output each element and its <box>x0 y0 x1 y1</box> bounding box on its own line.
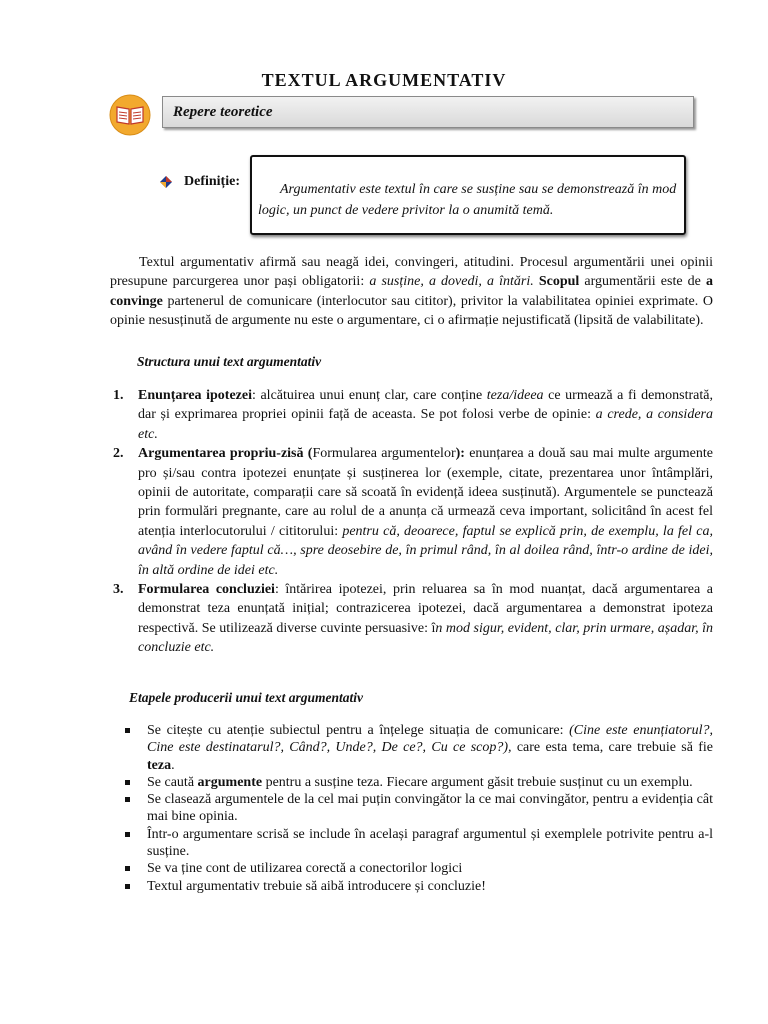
item-title: Argumentarea propriu-zisă ( <box>138 446 313 462</box>
list-item <box>121 774 713 791</box>
stages-list <box>121 722 713 895</box>
definition-text: Argumentativ este textul în care se susține sau se demonstrează în mod logic, un punct de vedere privitor la o anumită temă. <box>258 182 677 218</box>
item-text: enunțarea a două sau mai multe argumente pro și/sau contra ipotezei enunțate și susținerea lor (exemple, citate, prezentarea unor întâmplări, opinii de autoritate, comparații care să scoată în evidență ideea susținută). Argumentele se punctează prin formulări pregnante, care au rolul de a anunța că urmează ceva important, solicitând în acest fel atenția interlocutorului / cititorului: <box>138 446 713 539</box>
item-text: care esta tema, care trebuie să fie <box>511 740 713 756</box>
item-italic: teza/ideea <box>486 388 544 403</box>
item-italic: n mod sigur, evident, clar, prin urmare, așadar, în concluzie etc. <box>138 620 713 656</box>
list-number: 3. <box>113 582 124 598</box>
square-bullet-icon <box>125 728 130 733</box>
list-item <box>121 826 713 861</box>
open-book-icon <box>109 94 151 136</box>
list-item <box>121 860 713 877</box>
item-text: Într-o argumentare scrisă se include în același paragraf argumentul și exemplele potrivite pentru a-l susține. <box>147 826 713 860</box>
list-item <box>110 444 713 580</box>
item-bold: teza <box>147 757 172 773</box>
square-bullet-icon <box>125 884 130 889</box>
item-text: . <box>171 757 175 773</box>
list-item <box>121 722 713 774</box>
page-title: TEXTUL ARGUMENTATIV <box>261 70 507 90</box>
square-bullet-icon <box>125 832 130 837</box>
intro-italic: a susține, a dovedi, a întări. <box>369 274 534 290</box>
item-text: pentru a susține teza. Fiecare argument găsit trebuie susținut cu un exemplu. <box>262 774 693 790</box>
item-title: ): <box>455 446 465 462</box>
definition-label: Definiție: <box>184 174 240 189</box>
item-text: : întărirea ipotezei, prin reluarea sa în mod nuanțat, dacă argumentarea a demonstrat teza enunțată inițial; contrazicerea ipotezei, dacă argumentarea a demonstrat ipoteza respectivă. Se utilizează diverse cuvinte persuasive: î <box>138 582 713 636</box>
item-text: Textul argumentativ trebuie să aibă introducere și concluzie! <box>147 878 486 894</box>
list-item <box>121 878 713 895</box>
intro-paragraph <box>110 253 713 331</box>
intro-text: Textul argumentativ afirmă sau neagă idei, convingeri, atitudini. Procesul argumentării unei opinii presupune parcurgerea unor pași obligatorii: <box>110 255 713 290</box>
item-italic: a crede, a considera etc. <box>138 407 713 442</box>
item-title: Enunțarea ipotezei <box>138 388 252 403</box>
item-title: Formularea concluziei <box>138 582 275 598</box>
item-text: Se clasează argumentele de la cel mai puțin convingător la ce mai convingător, pentru a evidenția cât mai bine opinia. <box>147 792 713 825</box>
list-number: 1. <box>113 388 124 403</box>
section-header-box <box>162 96 694 128</box>
structure-heading: Structura unui text argumentativ <box>137 354 322 369</box>
intro-bold: Scopul <box>538 274 580 290</box>
stages-heading: Etapele producerii unui text argumentativ <box>129 690 364 705</box>
definition-box <box>250 155 686 235</box>
square-bullet-icon <box>125 780 130 785</box>
item-italic: pentru că, deoarece, faptul se explică prin, de exemplu, la fel ca, având în vedere faptul că…, spre deosebire de, în primul rând, în al doilea rând, într-o ardine de idei, în altă ordine de idei etc. <box>138 523 713 578</box>
item-text: Se citește cu atenție subiectul pentru a înțelege situația de comunicare: <box>147 723 570 738</box>
list-item <box>110 386 713 444</box>
item-text: Se caută <box>147 774 198 790</box>
section-header-label: Repere teoretice <box>173 104 273 120</box>
intro-text: partenerul de comunicare (interlocutor sau cititor), privitor la valabilitatea opiniei exprimate. O opinie nesusținută de argumente nu este o argumentare, ci o afirmație nejustificată (lipsită de valabilitate). <box>110 293 713 329</box>
item-text: : alcătuirea unui enunț clar, care conține <box>252 388 487 403</box>
list-item <box>110 580 713 658</box>
item-bold: argumente <box>197 774 263 790</box>
item-text: Se va ține cont de utilizarea corectă a conectorilor logici <box>147 861 463 877</box>
list-number: 2. <box>113 446 124 462</box>
square-bullet-icon <box>125 866 130 871</box>
item-italic: (Cine este enunțiatorul?, Cine este destinatarul?, Când?, Unde?, De ce?, Cu ce scop?), <box>147 723 713 756</box>
intro-text: argumentării este de <box>579 274 707 290</box>
square-bullet-icon <box>125 797 130 802</box>
intro-bold: a convinge <box>110 274 714 309</box>
list-item <box>121 791 713 826</box>
item-text: ce urmează a fi demonstrată, dar și exprimarea propriei opinii față de aceasta. Se pot folosi verbe de opinie: <box>138 388 713 423</box>
structure-list <box>110 386 713 658</box>
item-text: Formularea argumentelor <box>312 446 456 462</box>
diamond-bullet-icon <box>160 176 172 188</box>
